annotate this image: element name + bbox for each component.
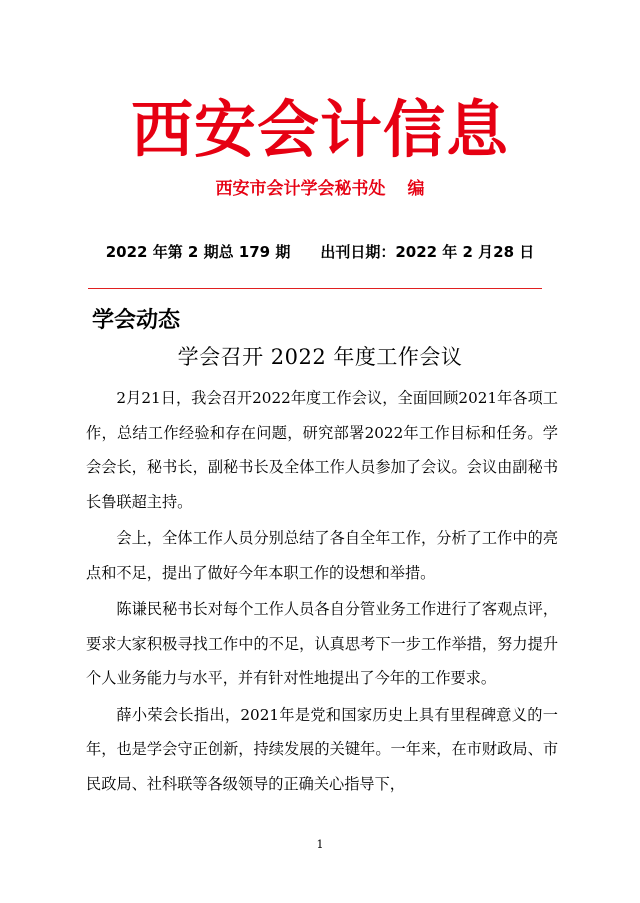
paragraph: 2月21日，我会召开2022年度工作会议，全面回顾2021年各项工作，总结工作经验和存在问题，研究部署2022年工作目标和任务。学会会长，秘书长，副秘书长及全体工作人员参加了会议。会议由副秘书长鲁联超主持。	[86, 389, 558, 511]
issue-date: 出刊日期：2022 年 2 月28 日	[320, 243, 535, 261]
masthead-editor	[0, 177, 640, 201]
header-divider	[88, 288, 542, 289]
masthead-title: 西安会计信息	[130, 93, 509, 166]
section-title: 学会动态	[92, 308, 181, 333]
article-body	[86, 381, 558, 803]
paragraph: 陈谦民秘书长对每个工作人员各自分管业务工作进行了客观点评，要求大家积极寻找工作中的不足，认真思考下一步工作举措，努力提升个人业务能力与水平，并有针对性地提出了今年的工作要求。	[86, 600, 558, 687]
editor-suffix: 编	[407, 179, 425, 199]
article-title: 学会召开 2022 年度工作会议	[177, 345, 463, 369]
page-number: 1	[316, 838, 324, 851]
issue-number: 2022 年第 2 期总 179 期	[105, 243, 291, 261]
paragraph: 会上，全体工作人员分别总结了各自全年工作，分析了工作中的亮点和不足，提出了做好今年本职工作的设想和举措。	[86, 529, 558, 582]
issue-line	[0, 241, 640, 263]
paragraph: 薛小荣会长指出，2021年是党和国家历史上具有里程碑意义的一年，也是学会守正创新，持续发展的关键年。一年来，在市财政局、市民政局、社科联等各级领导的正确关心指导下，	[86, 705, 558, 793]
editor-name: 西安市会计学会秘书处	[215, 179, 386, 199]
